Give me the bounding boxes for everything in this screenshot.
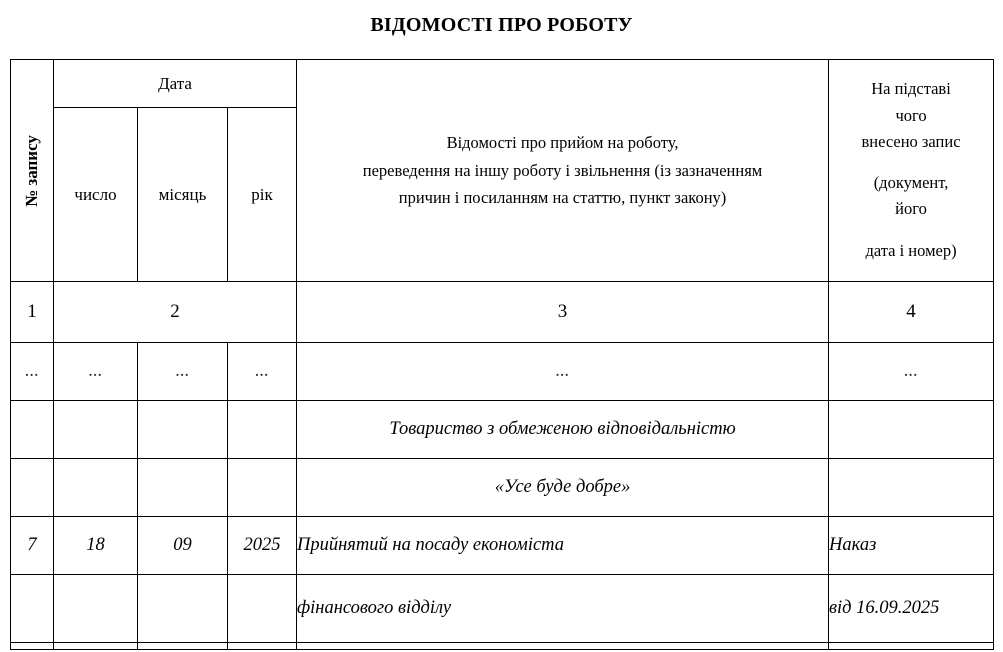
table-row bbox=[11, 401, 994, 459]
cell-day: 18 bbox=[54, 517, 138, 575]
cell-basis: від 16.09.2025 bbox=[829, 575, 994, 643]
cell-work-info: фінансового відділу bbox=[297, 575, 829, 643]
cell-record-number bbox=[11, 401, 54, 459]
column-number-2: 2 bbox=[54, 282, 297, 343]
cell-basis bbox=[829, 401, 994, 459]
cell-year: 2025 bbox=[228, 517, 297, 575]
table-body bbox=[11, 282, 994, 650]
basis-line-4: (документ, bbox=[873, 172, 949, 192]
table-header bbox=[11, 60, 994, 282]
cell-work-info bbox=[297, 643, 829, 650]
cell-basis: ... bbox=[829, 343, 994, 401]
cell-month bbox=[138, 459, 228, 517]
cell-year bbox=[228, 643, 297, 650]
cell-work-info: Товариство з обмеженою відповідальністю bbox=[297, 401, 829, 459]
table-row bbox=[11, 517, 994, 575]
column-header-month: місяць bbox=[138, 108, 228, 282]
column-header-record-number-label: № запису bbox=[22, 134, 41, 207]
cell-record-number bbox=[11, 459, 54, 517]
cell-day: ... bbox=[54, 343, 138, 401]
basis-line-1: На підставі bbox=[871, 79, 951, 99]
cell-work-info: «Усе буде добре» bbox=[297, 459, 829, 517]
cell-day bbox=[54, 643, 138, 650]
work-info-line-3: причин і посиланням на статтю, пункт закону) bbox=[398, 188, 727, 208]
column-number-row bbox=[11, 282, 994, 343]
cell-basis bbox=[829, 643, 994, 650]
cell-month bbox=[138, 401, 228, 459]
table-row-partial bbox=[11, 643, 994, 650]
cell-basis bbox=[829, 459, 994, 517]
header-row-top bbox=[11, 60, 994, 108]
cell-year bbox=[228, 401, 297, 459]
table-row bbox=[11, 343, 994, 401]
cell-record-number bbox=[11, 643, 54, 650]
work-info-line-2: переведення на іншу роботу і звільнення (із зазначенням bbox=[362, 160, 763, 180]
column-number-1: 1 bbox=[11, 282, 54, 343]
column-header-work-info bbox=[297, 60, 829, 282]
column-number-4: 4 bbox=[829, 282, 994, 343]
cell-month: ... bbox=[138, 343, 228, 401]
column-header-record-number bbox=[11, 60, 54, 282]
cell-year: ... bbox=[228, 343, 297, 401]
cell-work-info: ... bbox=[297, 343, 829, 401]
table-row bbox=[11, 459, 994, 517]
cell-day bbox=[54, 401, 138, 459]
column-header-date: Дата bbox=[54, 60, 297, 108]
cell-record-number: 7 bbox=[11, 517, 54, 575]
cell-month bbox=[138, 643, 228, 650]
cell-year bbox=[228, 575, 297, 643]
column-number-3: 3 bbox=[297, 282, 829, 343]
cell-month: 09 bbox=[138, 517, 228, 575]
cell-day bbox=[54, 459, 138, 517]
work-record-table bbox=[10, 59, 994, 650]
column-header-day: число bbox=[54, 108, 138, 282]
cell-work-info: Прийнятий на посаду економіста bbox=[297, 517, 829, 575]
cell-record-number: ... bbox=[11, 343, 54, 401]
column-header-year: рік bbox=[228, 108, 297, 282]
basis-line-5: його bbox=[895, 198, 927, 218]
basis-line-3: внесено запис bbox=[861, 132, 961, 152]
table-row bbox=[11, 575, 994, 643]
basis-line-2: чого bbox=[895, 105, 927, 125]
page-title: ВІДОМОСТІ ПРО РОБОТУ bbox=[370, 14, 633, 36]
cell-basis: Наказ bbox=[829, 517, 994, 575]
cell-day bbox=[54, 575, 138, 643]
cell-year bbox=[228, 459, 297, 517]
cell-month bbox=[138, 575, 228, 643]
basis-line-6: дата і номер) bbox=[865, 241, 957, 261]
work-info-line-1: Відомості про прийом на роботу, bbox=[446, 132, 679, 152]
cell-record-number bbox=[11, 575, 54, 643]
column-header-basis bbox=[829, 60, 994, 282]
